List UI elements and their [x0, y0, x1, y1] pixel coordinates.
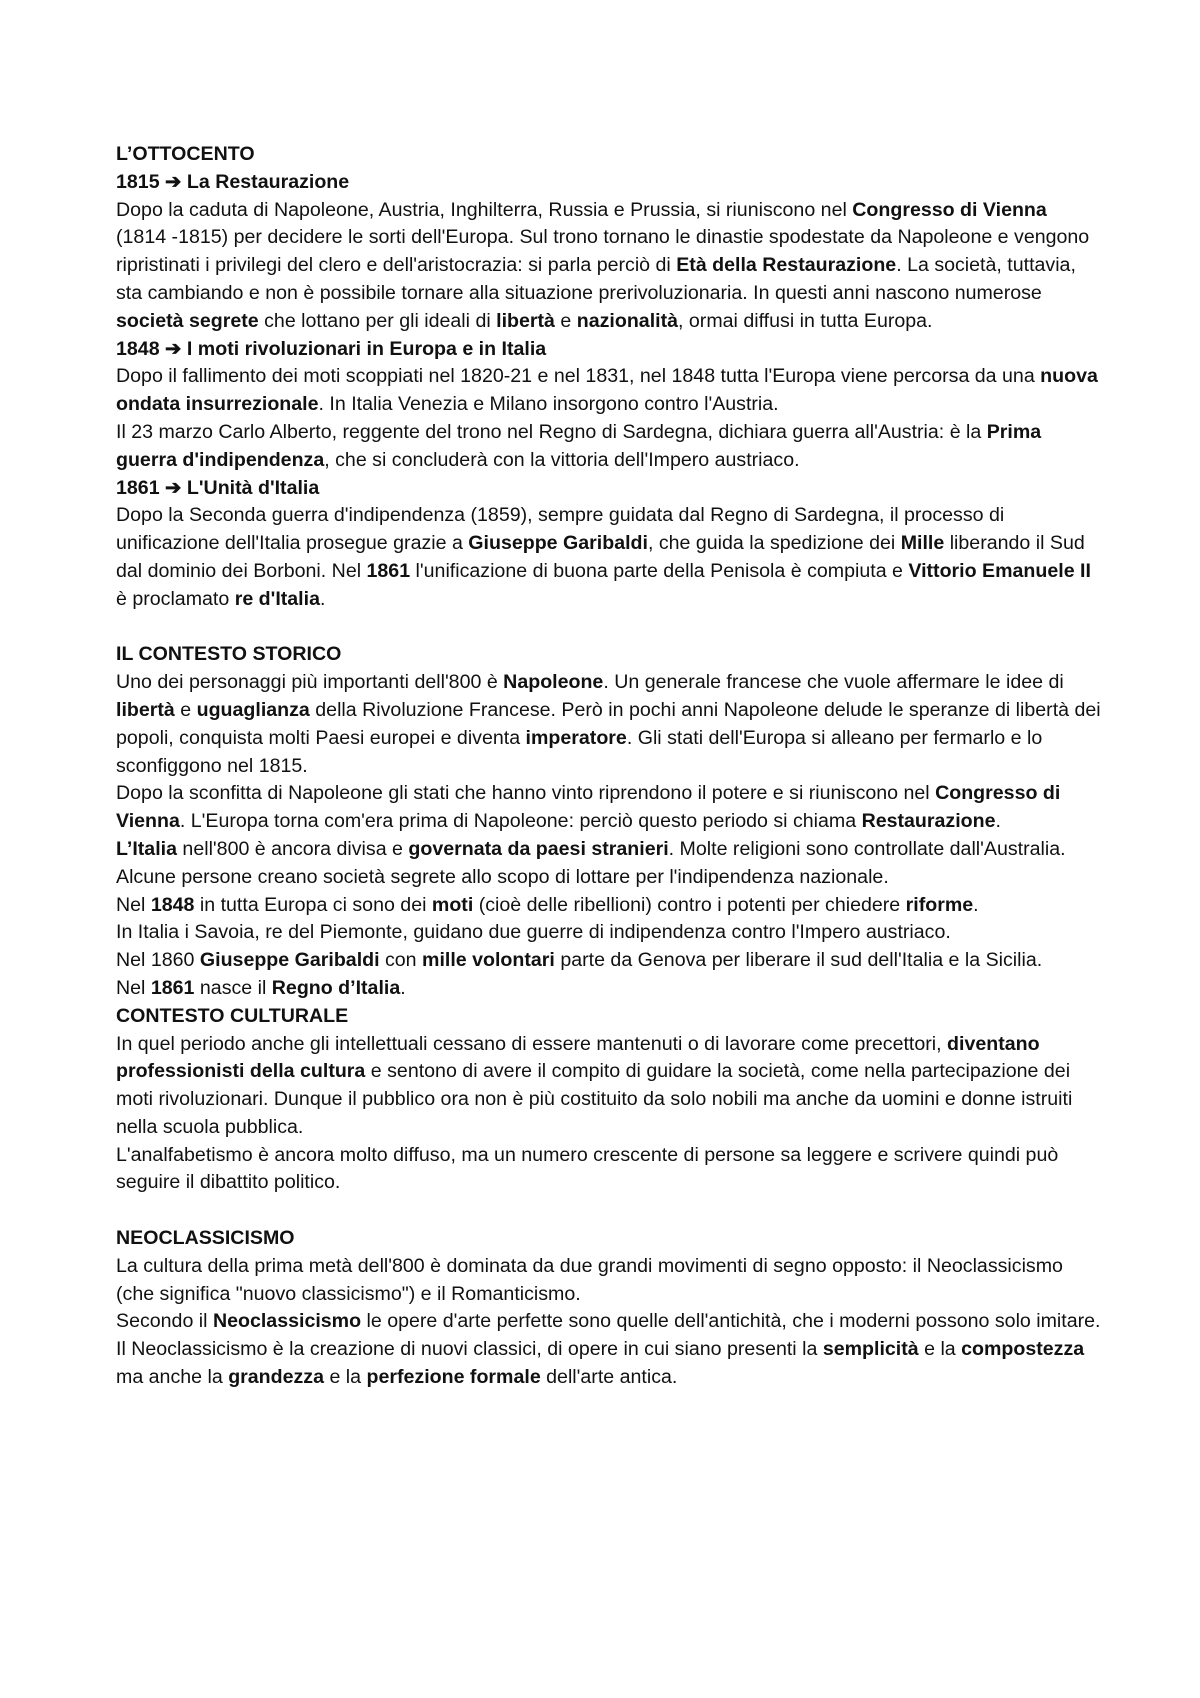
- bold-text: uguaglianza: [196, 698, 310, 721]
- text-run: (cioè delle ribellioni) contro i potenti per chiedere: [473, 893, 906, 916]
- text-run: l'unificazione di buona parte della Penisola è compiuta e: [410, 559, 909, 582]
- section-title-neoclassicismo: NEOCLASSICISMO: [116, 1227, 295, 1250]
- bold-text: libertà: [496, 309, 555, 332]
- text-run: .: [995, 810, 1001, 833]
- text-run: le opere d'arte perfette sono quelle dell'antichità, che i moderni possono solo imitare.: [361, 1310, 1101, 1333]
- bold-text: diventano professionisti della cultura: [116, 1032, 1040, 1083]
- paragraph: [116, 419, 1101, 475]
- text-run: Dopo la sconfitta di Napoleone gli stati che hanno vinto riprendono il potere e si riuniscono nel: [116, 782, 936, 805]
- bold-text: L’Italia: [116, 837, 177, 860]
- text-run: con: [379, 949, 423, 972]
- text-run: Il Neoclassicismo è la creazione di nuovi classici, di opere in cui siano presenti la: [116, 1338, 823, 1361]
- blank-line: [116, 614, 1101, 642]
- text-run: Dopo il fallimento dei moti scoppiati nel 1820-21 e nel 1831, nel 1848 tutta l'Europa viene percorsa da una: [116, 365, 1041, 388]
- text-run: , ormai diffusi in tutta Europa.: [678, 309, 933, 332]
- bold-text: compostezza: [961, 1338, 1085, 1361]
- blank-line: [116, 1197, 1101, 1225]
- bold-text: Congresso di Vienna: [116, 782, 1061, 833]
- paragraph: [116, 1031, 1101, 1142]
- bold-text: Neoclassicismo: [212, 1310, 362, 1333]
- bold-text: imperatore: [525, 726, 627, 749]
- text-run: e: [554, 309, 577, 332]
- text-run: parte da Genova per liberare il sud dell'Italia e la Sicilia.: [554, 949, 1043, 972]
- text-run: Dopo la Seconda guerra d'indipendenza (1859), sempre guidata dal Regno di Sardegna, il processo di unificazione dell'Italia prosegue grazie a: [116, 504, 1005, 555]
- section-title-contesto-culturale: CONTESTO CULTURALE: [116, 1004, 349, 1027]
- subheading-1848: [116, 336, 1101, 364]
- text-run: In Italia i Savoia, re del Piemonte, guidano due guerre di indipendenza contro l'Impero austriaco.: [116, 921, 951, 944]
- subheading-title: I moti rivoluzionari in Europa e in Italia: [186, 337, 547, 360]
- bold-text: società segrete: [116, 309, 259, 332]
- text-run: .: [973, 893, 979, 916]
- text-run: . L'Europa torna com'era prima di Napoleone: perciò questo periodo si chiama: [179, 810, 862, 833]
- paragraph: [116, 919, 1101, 947]
- document-page: [116, 141, 1101, 1392]
- bold-text: 1848: [150, 893, 195, 916]
- text-run: Dopo la caduta di Napoleone, Austria, Inghilterra, Russia e Prussia, si riuniscono nel: [116, 198, 853, 221]
- paragraph: [116, 1308, 1101, 1336]
- text-run: Nel: [116, 976, 151, 999]
- text-run: Secondo il: [116, 1310, 213, 1333]
- arrow-right-icon: ➔: [165, 337, 182, 360]
- bold-text: Età della Restaurazione: [676, 254, 897, 277]
- text-run: liberando il Sud dal dominio dei Borboni. Nel: [116, 532, 1085, 582]
- arrow-right-icon: ➔: [165, 170, 182, 193]
- bold-text: governata da paesi stranieri: [408, 837, 669, 860]
- bold-text: Napoleone: [503, 671, 604, 694]
- text-run: dell'arte antica.: [540, 1366, 678, 1389]
- bold-text: semplicità: [822, 1338, 919, 1361]
- paragraph: [116, 502, 1101, 613]
- text-run: è proclamato: [116, 587, 235, 610]
- bold-text: riforme: [905, 893, 974, 916]
- subheading-title: La Restaurazione: [186, 170, 350, 193]
- text-run: e la: [324, 1366, 367, 1389]
- bold-text: mille volontari: [422, 949, 555, 972]
- subheading-1861: [116, 475, 1101, 503]
- year-label: 1815: [116, 170, 160, 193]
- section-title-ottocento: L’OTTOCENTO: [116, 143, 255, 165]
- bold-text: Prima guerra d'indipendenza: [116, 420, 1042, 471]
- year-label: 1861: [116, 476, 160, 499]
- bold-text: 1861: [150, 976, 195, 999]
- bold-text: Congresso di Vienna: [852, 198, 1047, 221]
- text-run: della Rivoluzione Francese. Però in pochi anni Napoleone delude le speranze di libertà dei popoli, conquista molti Paesi europei e diventa: [116, 698, 1101, 749]
- text-run: . In Italia Venezia e Milano insorgono contro l'Austria.: [318, 393, 779, 416]
- subheading-title: L'Unità d'Italia: [186, 476, 320, 499]
- text-run: che lottano per gli ideali di: [258, 309, 497, 332]
- paragraph: [116, 780, 1101, 836]
- bold-text: perfezione formale: [366, 1366, 541, 1389]
- bold-text: Vittorio Emanuele II: [908, 559, 1091, 582]
- bold-text: Restaurazione: [861, 810, 996, 833]
- bold-text: Giuseppe Garibaldi: [468, 532, 648, 555]
- paragraph: [116, 975, 1101, 1003]
- paragraph: [116, 892, 1101, 920]
- paragraph: [116, 1336, 1101, 1392]
- text-run: nell'800 è ancora divisa e: [176, 837, 409, 860]
- text-run: Nel 1860: [116, 949, 200, 972]
- text-run: , che guida la spedizione dei: [647, 532, 901, 555]
- subheading-1815: [116, 169, 1101, 197]
- paragraph: [116, 947, 1101, 975]
- bold-text: libertà: [116, 698, 175, 721]
- paragraph: [116, 669, 1101, 780]
- text-run: ma anche la: [116, 1366, 229, 1389]
- text-run: Il 23 marzo Carlo Alberto, reggente del trono nel Regno di Sardegna, dichiara guerra all'Austria: è la: [116, 420, 987, 443]
- paragraph: [116, 363, 1101, 419]
- text-run: L'analfabetismo è ancora molto diffuso, ma un numero crescente di persone sa leggere e scrivere quindi può seguire il dibattito politico.: [116, 1143, 1059, 1194]
- text-run: (1814 -1815) per decidere le sorti dell'Europa. Sul trono tornano le dinastie spodestate da Napoleone e vengono ripristinati i privilegi del clero e dell'aristocrazia: si parla perciò di: [116, 226, 1090, 277]
- bold-text: moti: [431, 893, 474, 916]
- bold-text: nazionalità: [576, 309, 679, 332]
- text-run: Nel: [116, 893, 151, 916]
- text-run: Uno dei personaggi più importanti dell'800 è: [116, 671, 504, 694]
- bold-text: Giuseppe Garibaldi: [199, 949, 380, 972]
- text-run: .: [400, 976, 406, 999]
- text-run: . Gli stati dell'Europa si alleano per fermarlo e lo sconfiggono nel 1815.: [116, 726, 1043, 777]
- text-run: La cultura della prima metà dell'800 è dominata da due grandi movimenti di segno opposto: il Neoclassicismo (che significa "nuovo classicismo") e il Romanticismo.: [116, 1254, 1063, 1305]
- bold-text: Regno d’Italia: [271, 976, 401, 999]
- text-run: nasce il: [194, 976, 272, 999]
- arrow-right-icon: ➔: [165, 476, 182, 499]
- paragraph: [116, 1142, 1101, 1198]
- text-run: In quel periodo anche gli intellettuali cessano di essere mantenuti o di lavorare come precettori,: [116, 1032, 948, 1055]
- text-run: . La società, tuttavia, sta cambiando e non è possibile tornare alla situazione prerivoluzionaria. In questi anni nascono numerose: [116, 254, 1076, 304]
- text-run: . Un generale francese che vuole affermare le idee di: [603, 671, 1064, 694]
- paragraph: [116, 1253, 1101, 1309]
- text-run: . Molte religioni sono controllate dall'Australia. Alcune persone creano società segrete allo scopo di lottare per l'indipendenza nazionale.: [116, 837, 1066, 888]
- bold-text: grandezza: [228, 1366, 325, 1389]
- paragraph: [116, 836, 1101, 892]
- text-run: e: [174, 698, 197, 721]
- text-run: , che si concluderà con la vittoria dell'Impero austriaco.: [324, 448, 800, 471]
- paragraph: [116, 197, 1101, 336]
- text-run: .: [319, 587, 326, 610]
- bold-text: Mille: [900, 532, 945, 555]
- year-label: 1848: [116, 337, 160, 360]
- text-run: e la: [918, 1338, 962, 1361]
- bold-text: re d'Italia: [234, 587, 320, 610]
- text-run: e sentono di avere il compito di guidare la società, come nella partecipazione dei moti rivoluzionari. Dunque il pubblico ora non è più costituito da solo nobili ma anche da uomini e donne istruiti nella scuola pubblica.: [116, 1060, 1073, 1138]
- bold-text: nuova ondata insurrezionale: [116, 365, 1098, 416]
- text-run: in tutta Europa ci sono dei: [194, 893, 432, 916]
- bold-text: 1861: [366, 559, 411, 582]
- section-title-contesto-storico: IL CONTESTO STORICO: [116, 643, 342, 666]
